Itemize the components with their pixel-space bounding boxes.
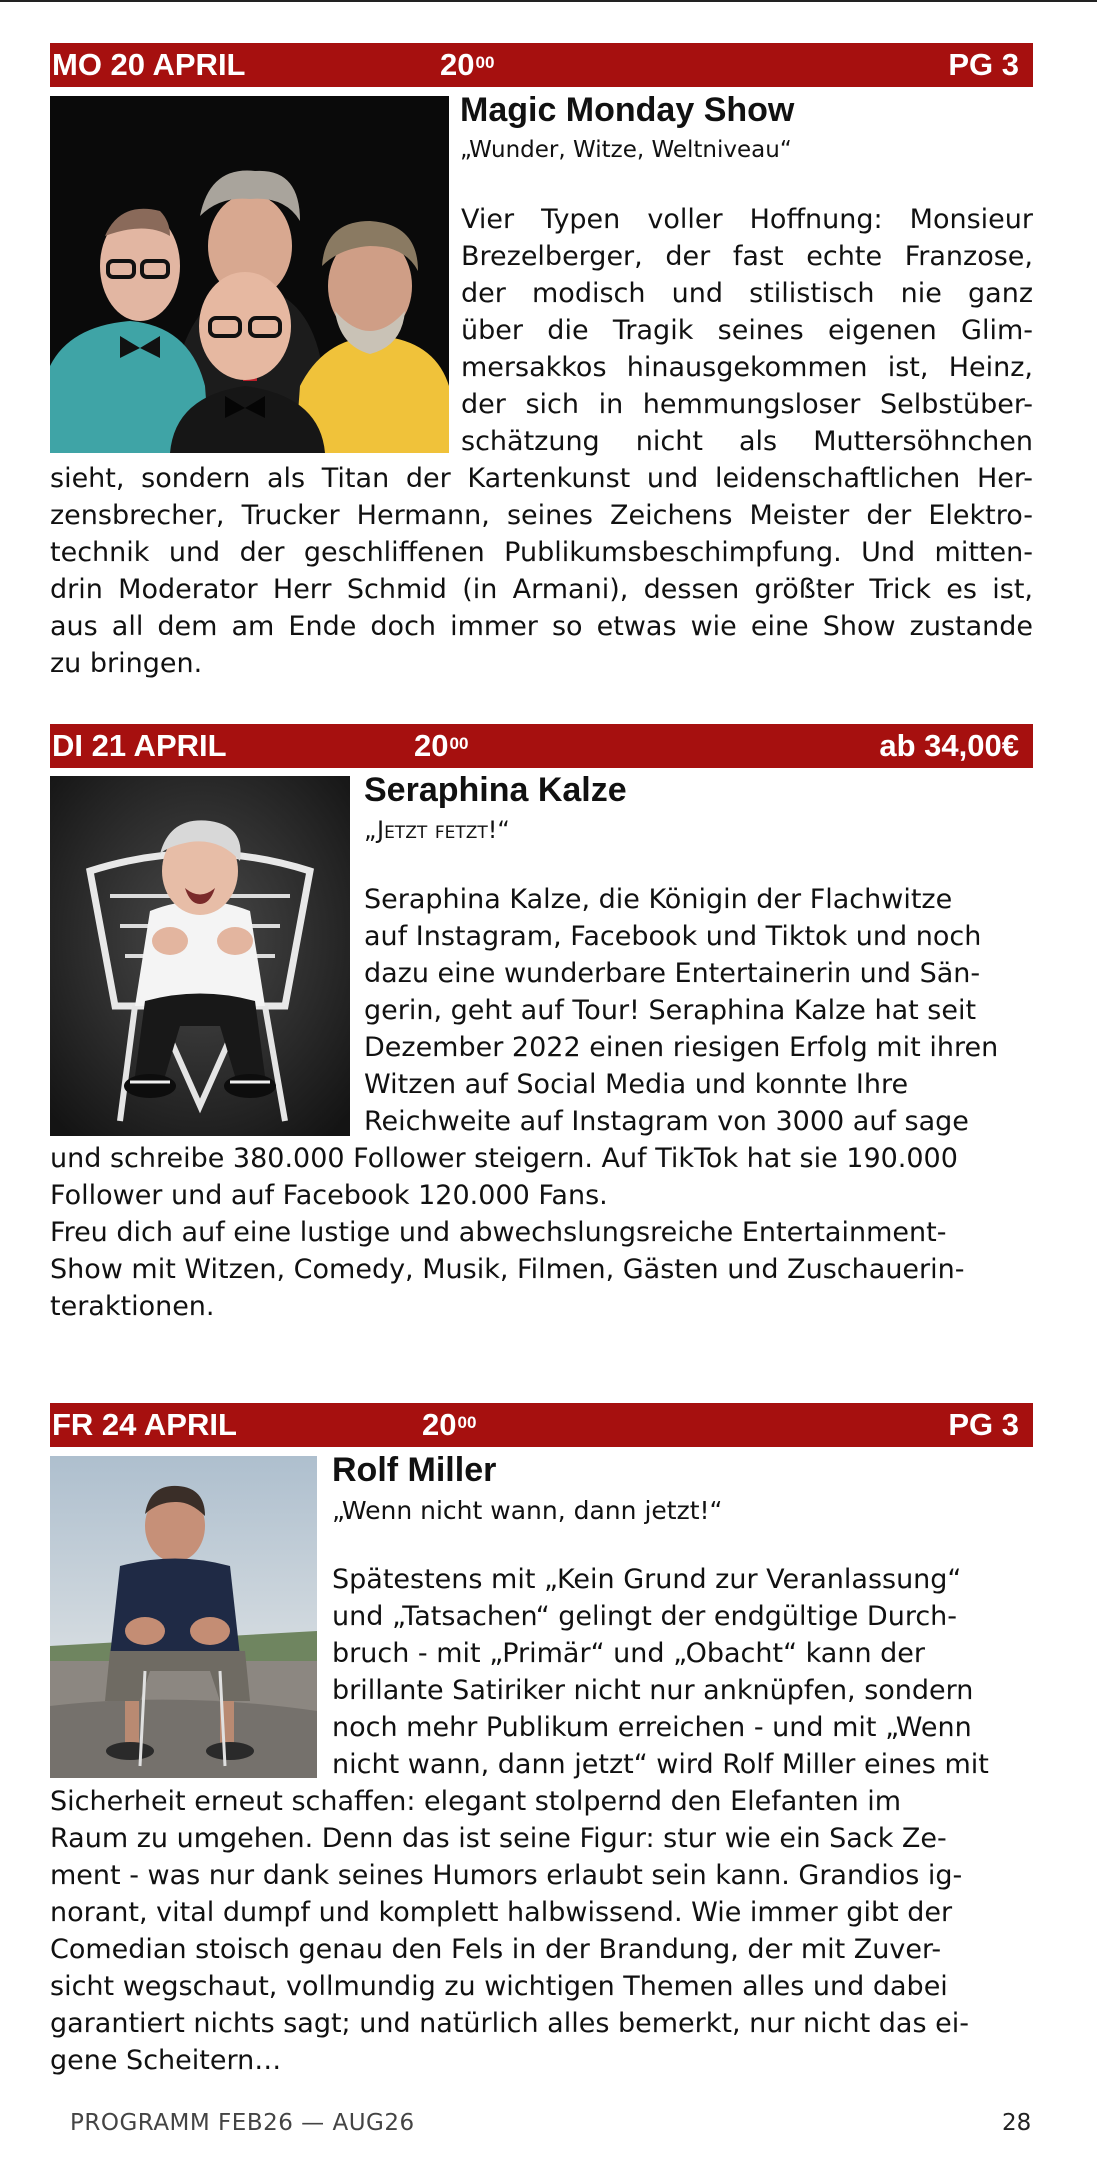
event-text-line: dazu eine wunderbare Entertainerin und Sän- xyxy=(364,958,981,989)
event-subtitle: „Jetzt fetzt!“ xyxy=(364,816,510,844)
event-date: MO 20 APRIL xyxy=(52,47,246,82)
event-text-line: auf Instagram, Facebook und Tiktok und noch xyxy=(364,921,982,952)
event-text-line: Spätestens mit „Kein Grund zur Veranlassung“ xyxy=(332,1564,962,1595)
event-text-line: teraktionen. xyxy=(50,1291,215,1322)
event-date: DI 21 APRIL xyxy=(52,728,227,763)
event-text-line: Reichweite auf Instagram von 3000 auf sage xyxy=(364,1106,969,1137)
event-text-line: bruch - mit „Primär“ und „Obacht“ kann der xyxy=(332,1638,926,1669)
event-text-line: zensbrecher, Trucker Hermann, seines Zeichens Meister der Elektro- xyxy=(50,500,1033,531)
event-text-line: Brezelberger, der fast echte Franzose, xyxy=(461,241,1033,272)
event-text-line: technik und der geschliffenen Publikumsbeschimpfung. Und mitten- xyxy=(50,537,1033,568)
event-text-line: drin Moderator Herr Schmid (in Armani), dessen größter Trick es ist, xyxy=(50,574,1033,605)
event-subtitle: „Wenn nicht wann, dann jetzt!“ xyxy=(332,1496,723,1525)
event-price: PG 3 xyxy=(948,47,1019,82)
event-text-line: gene Scheitern… xyxy=(50,2045,282,2076)
event-text-line: der sich in hemmungsloser Selbstüber- xyxy=(461,389,1033,420)
event-photo-magic-monday xyxy=(50,96,449,453)
top-rule xyxy=(0,0,1097,2)
event-header-bar xyxy=(50,43,1033,87)
event-text-line: mersakkos hinausgekommen ist, Heinz, xyxy=(461,352,1033,383)
event-text-line: Sicherheit erneut schaffen: elegant stolpernd den Elefanten im xyxy=(50,1786,902,1817)
event-text-line: gerin, geht auf Tour! Seraphina Kalze hat seit xyxy=(364,995,977,1026)
event-text-line: sicht wegschaut, vollmundig zu wichtigen Themen alles und dabei xyxy=(50,1971,948,2002)
event-text-line: Freu dich auf eine lustige und abwechslungsreiche Entertainment- xyxy=(50,1217,947,1248)
page-number: 28 xyxy=(1002,2110,1032,2136)
event-text-line: zu bringen. xyxy=(50,648,203,679)
event-text-line: aus all dem am Ende doch immer so etwas wie eine Show zustande xyxy=(50,611,1033,642)
event-title: Seraphina Kalze xyxy=(364,771,627,809)
event-header-bar xyxy=(50,1403,1033,1447)
event-text-line: garantiert nichts sagt; und natürlich alles bemerkt, nur nicht das ei- xyxy=(50,2008,969,2039)
event-photo-rolf-miller xyxy=(50,1456,317,1778)
event-text-line: sieht, sondern als Titan der Kartenkunst und leidenschaftlichen Her- xyxy=(50,463,1033,494)
event-subtitle: „Wunder, Witze, Weltniveau“ xyxy=(460,137,792,163)
event-text-line: der modisch und stilistisch nie ganz xyxy=(461,278,1033,309)
event-title: Rolf Miller xyxy=(332,1451,497,1489)
event-text-line: schätzung nicht als Muttersöhnchen xyxy=(461,426,1033,457)
footer-program-period: PROGRAMM FEB26 — AUG26 xyxy=(70,2110,415,2136)
event-price: PG 3 xyxy=(948,1407,1019,1442)
event-text-line: brillante Satiriker nicht nur anknüpfen, sondern xyxy=(332,1675,974,1706)
event-time: $20^{00}$ xyxy=(414,728,469,763)
event-text-line: Show mit Witzen, Comedy, Musik, Filmen, Gästen und Zuschauerin- xyxy=(50,1254,965,1285)
event-time: $20^{00}$ xyxy=(440,47,495,82)
event-header-bar xyxy=(50,724,1033,768)
event-photo-seraphina-kalze xyxy=(50,776,350,1136)
event-text-line: Follower und auf Facebook 120.000 Fans. xyxy=(50,1180,608,1211)
event-text-line: Witzen auf Social Media und konnte Ihre xyxy=(364,1069,909,1100)
event-time: $20^{00}$ xyxy=(422,1407,477,1442)
event-text-line: Dezember 2022 einen riesigen Erfolg mit ihren xyxy=(364,1032,999,1063)
event-text-line: nicht wann, dann jetzt“ wird Rolf Miller eines mit xyxy=(332,1749,989,1780)
event-text-line: und schreibe 380.000 Follower steigern. Auf TikTok hat sie 190.000 xyxy=(50,1143,958,1174)
event-text-line: Comedian stoisch genau den Fels in der Brandung, der mit Zuver- xyxy=(50,1934,942,1965)
event-price: ab 34,00€ xyxy=(879,728,1019,763)
event-text-line: norant, vital dumpf und komplett halbwissend. Wie immer gibt der xyxy=(50,1897,953,1928)
event-text-line: Raum zu umgehen. Denn das ist seine Figur: stur wie ein Sack Ze- xyxy=(50,1823,947,1854)
event-title: Magic Monday Show xyxy=(460,91,795,129)
event-text-line: Seraphina Kalze, die Königin der Flachwitze xyxy=(364,884,953,915)
event-text-line: und „Tatsachen“ gelingt der endgültige Durch- xyxy=(332,1601,958,1632)
event-text-line: über die Tragik seines eigenen Glim- xyxy=(461,315,1033,346)
event-text-line: ment - was nur dank seines Humors erlaubt sein kann. Grandios ig- xyxy=(50,1860,963,1891)
event-text-line: Vier Typen voller Hoffnung: Monsieur xyxy=(461,204,1033,235)
event-date: FR 24 APRIL xyxy=(52,1407,237,1442)
event-text-line: noch mehr Publikum erreichen - und mit „Wenn xyxy=(332,1712,972,1743)
